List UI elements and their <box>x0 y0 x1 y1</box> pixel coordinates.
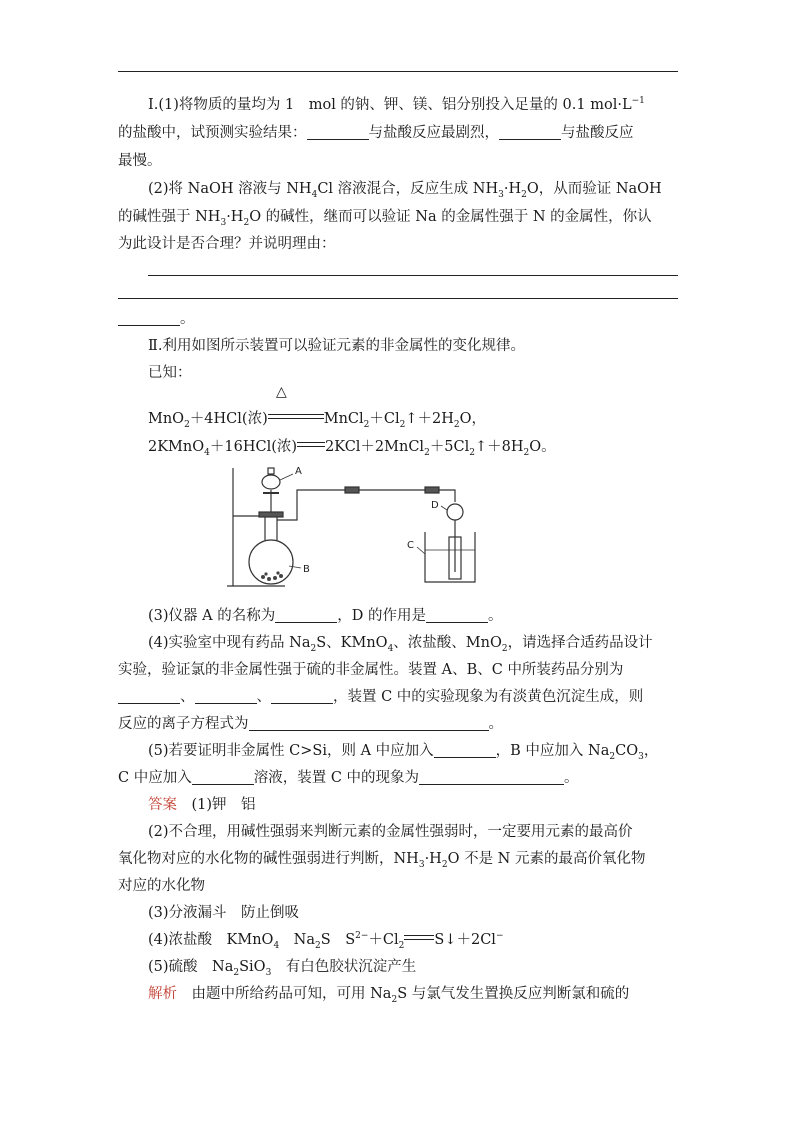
answer-line[interactable] <box>118 298 678 299</box>
heat-symbol: △ <box>276 384 287 400</box>
solid-grain <box>279 574 283 578</box>
leader-c <box>417 547 425 554</box>
q1-line2: 的盐酸中，试预测实验结果： 与盐酸反应最剧烈， 与盐酸反应 <box>118 125 634 141</box>
solid-grain <box>276 571 279 574</box>
leader-d <box>441 506 447 510</box>
q4-line4: 反应的离子方程式为 。 <box>118 716 503 732</box>
answer-blank[interactable] <box>499 123 561 140</box>
q2-line-end: 。 <box>118 306 678 332</box>
solid-grain <box>273 576 277 580</box>
q1-line1: Ⅰ.(1)将物质的量均为 1 mol 的钠、钾、镁、铝分别投入足量的 0.1 $mol\cdot L^{-1}$ <box>148 96 645 113</box>
q2-line1: (2)将 NaOH 溶液与 $NH_4Cl$ 溶液混合，反应生成 $NH_3\cdot H_2O$，从而验证 NaOH <box>148 181 662 200</box>
answer-blank[interactable] <box>118 309 180 326</box>
answer-3: (3)分液漏斗 防止倒吸 <box>148 905 300 921</box>
q4-line2: 实验，验证氯的非金属性强于硫的非金属性。装置 A、B、C 中所装药品分别为 <box>118 662 624 678</box>
solid-grain <box>261 575 265 579</box>
label-c: C <box>407 540 414 551</box>
drying-bulb-d <box>447 504 463 520</box>
answer-blank[interactable] <box>434 741 496 758</box>
equation-2: 2KMnO$_4$＋16HCl(浓) $2KCl+2MnCl_2+5Cl_2↑+8H_2O$。 <box>148 439 556 458</box>
answer-blank[interactable] <box>275 606 337 623</box>
apparatus-figure <box>225 462 483 590</box>
solid-grain <box>264 572 267 575</box>
known-label: 已知： <box>148 365 192 381</box>
delivery-tube <box>277 490 455 520</box>
answer-blank[interactable] <box>192 768 254 785</box>
q5-line2: C 中应加入 溶液，装置 C 中的现象为 。 <box>118 770 579 786</box>
q2-line2: 的碱性强于 $NH_3\cdot H_2O$ 的碱性，继而可以验证 Na 的金属性强于 N 的金属性，你认 <box>118 209 652 228</box>
answer-blank[interactable] <box>307 123 369 140</box>
label-a: A <box>295 466 302 477</box>
header-rule <box>118 71 678 72</box>
answer-1: 答案 (1)钾 铝 <box>148 797 256 813</box>
equals-sign <box>297 441 325 449</box>
answer-line[interactable] <box>148 275 678 276</box>
answer-blank[interactable] <box>271 687 333 704</box>
rubber-joint <box>345 487 359 493</box>
equation-1: MnO$_2$＋4HCl(浓) $MnCl_2+Cl_2↑+2H_2O$， <box>148 411 487 430</box>
answer-blank[interactable] <box>249 714 489 731</box>
analysis-line: 解析 由题中所给药品可知，可用 $Na_2S$ 与氯气发生置换反应判断氯和硫的 <box>148 986 630 1005</box>
q4-line1: (4)实验室中现有药品 $Na_2S$、KMnO$_4$、浓盐酸、MnO$_2$，请选择合适药品设计 <box>148 635 653 654</box>
q1-line3: 最慢。 <box>118 153 162 169</box>
q5-line1: (5)若要证明非金属性 C>Si，则 A 中应加入 ，B 中应加入 $Na_2CO_3$， <box>148 743 659 762</box>
part2-intro: Ⅱ.利用如图所示装置可以验证元素的非金属性的变化规律。 <box>148 338 525 354</box>
answer-blank[interactable] <box>426 606 488 623</box>
answer-4: (4)浓盐酸 KMnO$_4$ $Na_2S$ $S^{2-}+Cl_2$ S↓＋2Cl− <box>148 931 504 951</box>
analysis-label: 解析 <box>148 986 177 1002</box>
beaker-c <box>425 532 475 582</box>
q3-line: (3)仪器 A 的名称为 ，D 的作用是 。 <box>148 608 503 624</box>
leader-b <box>289 566 301 568</box>
equals-sign <box>404 934 434 942</box>
label-d: D <box>431 500 439 511</box>
answer-2-line2: 氧化物对应的水化物的碱性强弱进行判断，$NH_3\cdot H_2O$ 不是 N 元素的最高价氧化物 <box>118 851 646 870</box>
separatory-funnel-a <box>262 475 280 489</box>
q2-line3: 为此设计是否合理？并说明理由： <box>118 236 336 252</box>
answer-blank[interactable] <box>419 768 564 785</box>
equals-sign <box>268 413 324 421</box>
answer-blank[interactable] <box>118 687 180 704</box>
answer-2-line1: (2)不合理，用碱性强弱来判断元素的金属性强弱时，一定要用元素的最高价 <box>148 824 633 840</box>
solid-grain <box>267 577 271 581</box>
label-b: B <box>303 564 310 575</box>
flask-b <box>249 540 293 584</box>
answer-blank[interactable] <box>195 687 257 704</box>
leader-a <box>280 474 293 480</box>
answer-5: (5)硫酸 $Na_2SiO_3$ 有白色胶状沉淀产生 <box>148 959 417 978</box>
funnel-stopper <box>268 468 274 474</box>
q4-line3: 、 、 ，装置 C 中的实验现象为有淡黄色沉淀生成，则 <box>118 684 678 710</box>
answer-2-line3: 对应的水化物 <box>118 878 205 894</box>
answer-label: 答案 <box>148 797 177 813</box>
rubber-joint <box>425 487 439 493</box>
clamp <box>259 512 283 517</box>
